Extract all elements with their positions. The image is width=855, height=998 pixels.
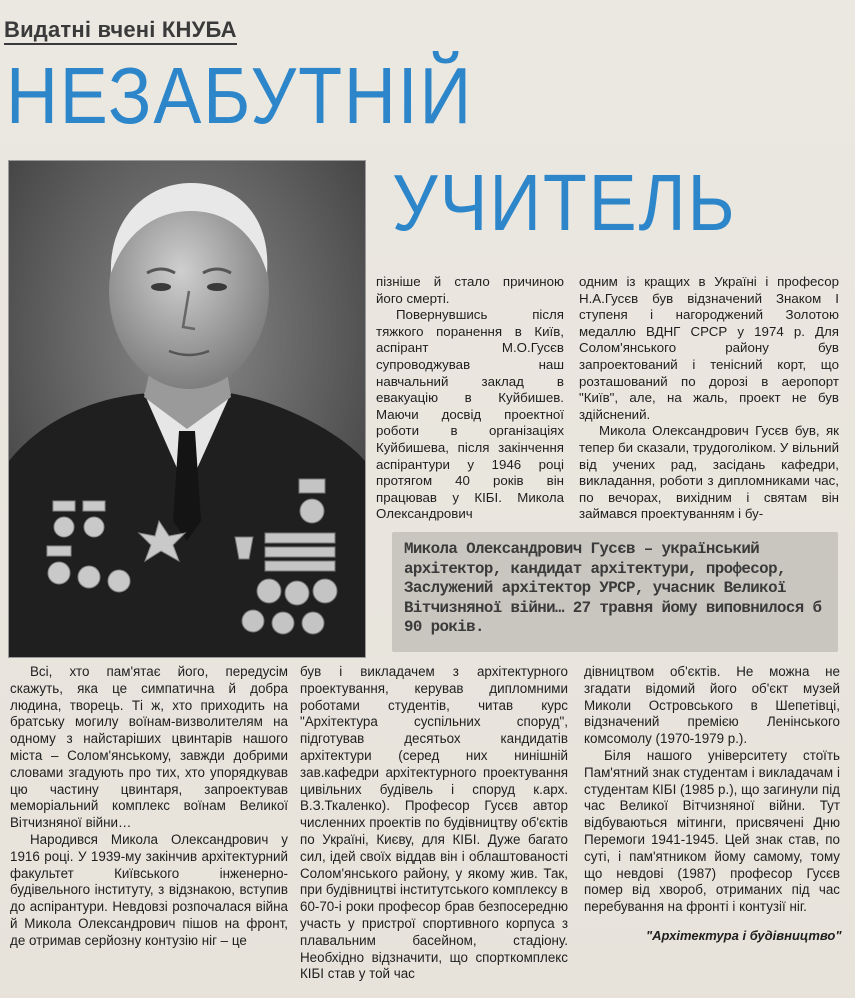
- paragraph: Всі, хто пам'ятає його, передусім скажуть, яка це симпатична й добра людина, творець. Ті ж, хто приходить на братську могилу воїнам-визволителям на одному з найстаріших цвинтарів нашого міста – Солом'янському, завжди добрими словами згадують про тих, хто упорядкував цю частину цвинтаря, запроектував меморіальний комплекс воїнам Великої Вітчизняної війни…: [10, 664, 288, 831]
- source-credit: "Архітектура і будівництво": [646, 928, 842, 943]
- bottom-column-1: [10, 664, 288, 950]
- bottom-column-2: [300, 664, 568, 983]
- paragraph: дівництвом об'єктів. Не можна не згадати відомий його об'єкт музей Миколи Островського в Шепетівці, відзначений премією Ленінського комсомолу (1970-1979 р.).: [584, 664, 840, 747]
- portrait-photo: [8, 160, 366, 658]
- paragraph: Народився Микола Олександрович у 1916 році. У 1939-му закінчив архітектурний факультет Київського інженерно-будівельного інституту, з відзнакою, вступив до аспірантури. Невдовзі розпочалася війна й Микола Олександрович пішов на фронт, де отримав серйозну контузію ніг – це: [10, 831, 288, 948]
- headline-line-2: УЧИТЕЛЬ: [392, 158, 737, 247]
- text-column-b: [579, 274, 839, 523]
- section-rubric: Видатні вчені КНУБА: [4, 18, 237, 45]
- paragraph: Біля нашого університету стоїть Пам'ятний знак студентам і викладачам і студентам КІБІ (1985 р.), що загинули під час Великої Вітчизняної війни. Тут відбуваються мітинги, присвячені Дню Перемоги 1941-1945. Цей знак став, по суті, і пам'ятником йому самому, тому що невдові (1987) професор Гусєв помер від хвороб, отриманих під час перебування на фронті і контузії ніг.: [584, 747, 840, 915]
- lead-callout: Микола Олександрович Гусєв – український архітектор, кандидат архітектури, професор, Заслужений архітектор УРСР, учасник Великої Вітчизняної війни… 27 травня йому виповнилося б 90 років.: [392, 532, 838, 652]
- paragraph: Микола Олександрович Гусєв був, як тепер би сказали, трудоголіком. У вільний від учених рад, засідань кафедри, викладання, роботи з дипломниками час, по вечорах, вихідним і святам він займався проектуванням і бу-: [579, 423, 839, 522]
- paragraph: був і викладачем з архітектурного проектування, керував дипломними роботами студентів, читав курс "Архітектура суспільних споруд", підготував десятьох кандидатів архітектури (серед них нинішній зав.кафедри архітектурного проектування цивільних будівель і споруд к.арх. В.З.Ткаленко). Професор Гусєв автор численних проектів по будівництву об'єктів по Україні, Києву, для КІБІ. Дуже багато сил, ідей своїх віддав він і облаштованості Солом'янського району, у якому жив. Так, при будівництві інститутського комплексу в 60-70-і роки професор брав безпосередню участь у пристрої спортивного корпуса з плавальним басейном, стадіону. Необхідно відзначити, що спорткомплекс КІБІ став у той час: [300, 664, 568, 982]
- paragraph: Повернувшись після тяжкого поранення в Київ, аспірант М.О.Гусєв супроводжував наш навчальний заклад в евакуацію в Куйбишев. Маючи досвід проектної роботи в організаціях Куйбишева, після закінчення аспірантури у 1946 році протягом 40 років він працював у КІБІ. Микола Олександрович: [376, 307, 564, 522]
- portrait-illustration: [9, 161, 365, 657]
- paragraph: пізніше й стало причиною його смерті.: [376, 274, 564, 306]
- bottom-column-3: [584, 664, 840, 916]
- headline-line-1: НЕЗАБУТНІЙ: [6, 51, 474, 140]
- paragraph: одним із кращих в Україні і професор Н.А.Гусєв був відзначений Знаком І ступеня і нагороджений Золотою медаллю ВДНГ СРСР у 1974 р. Для Солом'янського району був запроектований і тенісний корт, що розташований по дорозі в аеропорт "Київ", але, на жаль, проект не був здійснений.: [579, 274, 839, 422]
- text-column-a: [376, 274, 564, 523]
